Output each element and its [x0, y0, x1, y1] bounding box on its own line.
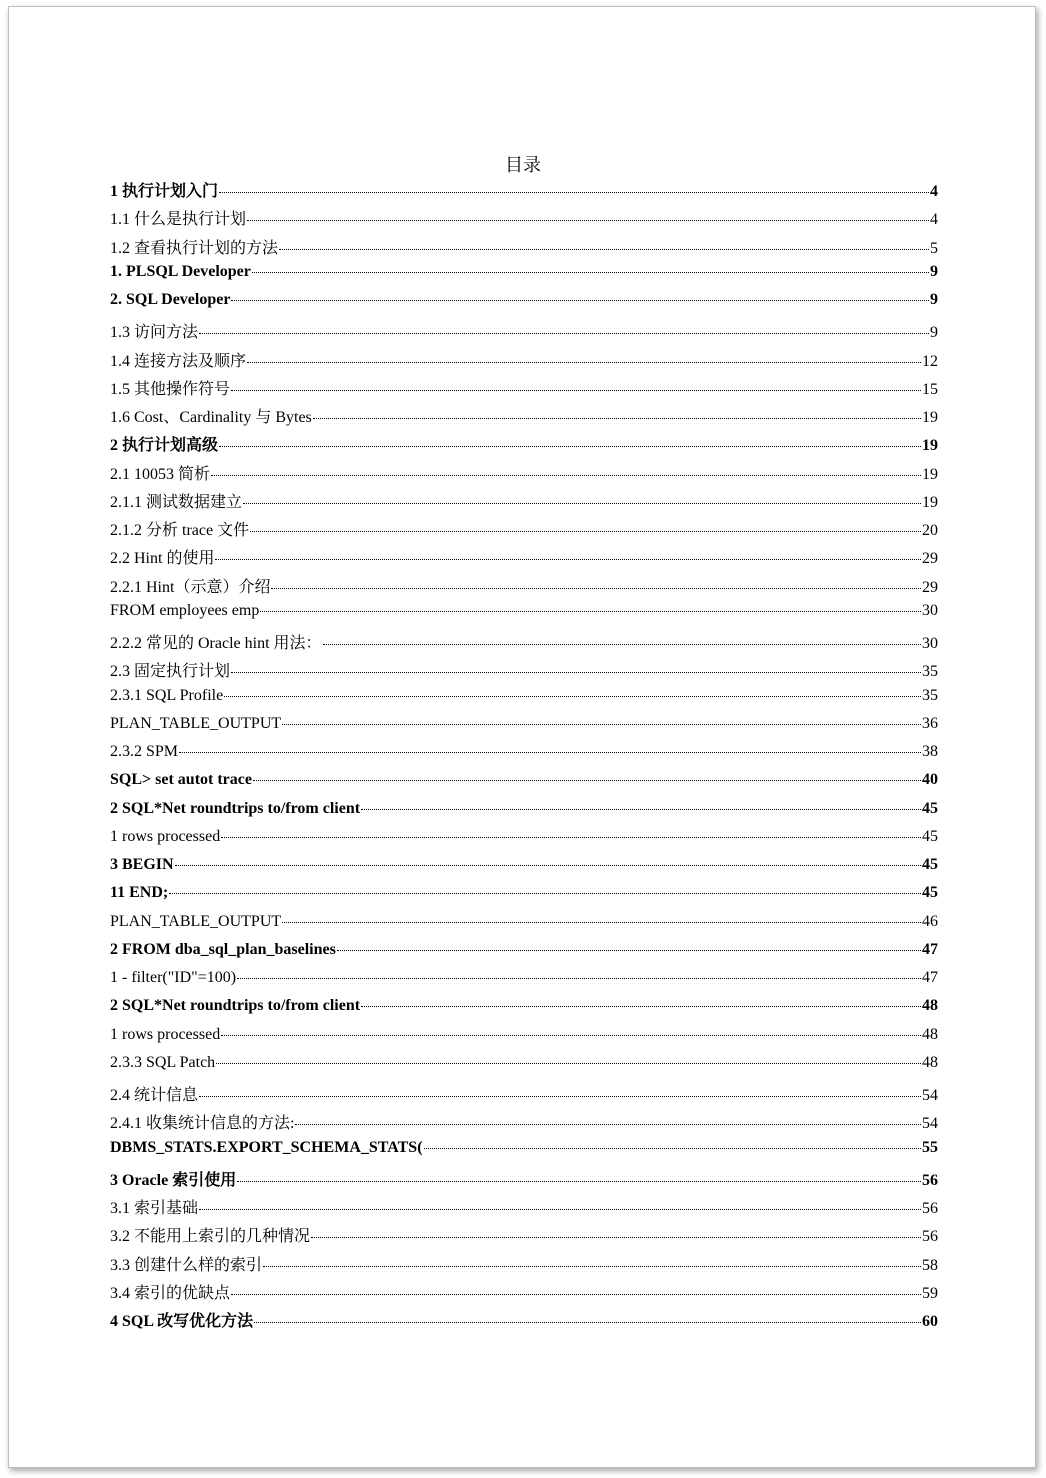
toc-entry[interactable] [110, 1223, 938, 1251]
toc-entry-page-number: 45 [922, 827, 938, 845]
toc-entry[interactable] [110, 432, 938, 460]
toc-entry-page-number: 60 [922, 1313, 938, 1330]
toc-entry[interactable] [110, 913, 938, 941]
toc-entry[interactable] [110, 715, 938, 743]
toc-dot-leader [253, 780, 921, 781]
toc-entry-label: 2 SQL*Net roundtrips to/from client [110, 997, 361, 1015]
toc-dot-leader [199, 333, 929, 334]
toc-dot-leader [237, 978, 921, 979]
toc-entry[interactable] [110, 884, 938, 912]
toc-entry-label: 2.3.1 SQL Profile [110, 686, 224, 704]
toc-entry[interactable] [110, 1280, 938, 1308]
toc-entry-page-number: 59 [922, 1284, 938, 1302]
toc-dot-leader [295, 1124, 921, 1125]
toc-entry-page-number: 48 [922, 997, 938, 1015]
toc-entry[interactable] [110, 856, 938, 884]
toc-dot-leader [237, 1181, 921, 1182]
toc-entry[interactable] [110, 517, 938, 545]
toc-entry[interactable] [110, 404, 938, 432]
toc-entry[interactable] [110, 1054, 938, 1082]
toc-entry[interactable] [110, 941, 938, 969]
toc-dot-leader [250, 531, 921, 532]
toc-entry[interactable] [110, 1167, 938, 1195]
toc-dot-leader [361, 809, 921, 810]
toc-entry-label: 1.1 什么是执行计划 [110, 211, 247, 229]
toc-entry-label: 2.1 10053 简析 [110, 465, 211, 483]
toc-dot-leader [337, 950, 921, 951]
toc-dot-leader [219, 446, 921, 447]
toc-dot-leader [243, 503, 921, 504]
toc-entry-label: 2.2 Hint 的使用 [110, 550, 215, 568]
toc-entry-page-number: 30 [922, 601, 938, 619]
toc-entry-label: 2. SQL Developer [110, 291, 231, 308]
toc-entry[interactable] [110, 206, 938, 234]
toc-entry-page-number: 5 [930, 239, 938, 257]
toc-entry-label: 2.3.2 SPM [110, 743, 179, 760]
toc-entry[interactable] [110, 771, 938, 799]
toc-entry[interactable] [110, 545, 938, 573]
toc-entry-label: 11 END; [110, 884, 169, 902]
toc-dot-leader [313, 418, 921, 419]
toc-entry[interactable] [110, 1252, 938, 1280]
toc-entry[interactable] [110, 658, 938, 686]
toc-entry-page-number: 29 [922, 550, 938, 568]
toc-entry-label: 2.2.1 Hint（示意）介绍 [110, 578, 271, 596]
toc-entry[interactable] [110, 574, 938, 602]
toc-entry-label: 4 SQL 改写优化方法 [110, 1313, 254, 1330]
toc-dot-leader [361, 1006, 921, 1007]
toc-dot-leader [216, 1063, 921, 1064]
toc-dot-leader [211, 475, 921, 476]
toc-entry-page-number: 9 [930, 291, 938, 308]
toc-entry[interactable] [110, 348, 938, 376]
toc-entry-label: 1.3 访问方法 [110, 324, 199, 342]
toc-entry-page-number: 38 [922, 743, 938, 760]
toc-entry-label: 2 执行计划高级 [110, 437, 219, 455]
toc-entry-label: 1.6 Cost、Cardinality 与 Bytes [110, 409, 312, 426]
toc-dot-leader [221, 837, 921, 838]
toc-dot-leader [282, 724, 921, 725]
toc-entry-page-number: 47 [922, 969, 938, 986]
toc-entry-page-number: 56 [922, 1171, 938, 1189]
toc-entry-label: 3.3 创建什么样的索引 [110, 1256, 263, 1274]
document-page [8, 6, 1036, 1468]
toc-entry-label: 1 执行计划入门 [110, 183, 219, 200]
toc-dot-leader [221, 1035, 921, 1036]
toc-entry-page-number: 9 [930, 262, 938, 280]
toc-entry-page-number: 40 [922, 771, 938, 789]
toc-dot-leader [169, 893, 921, 894]
toc-dot-leader [175, 865, 921, 866]
toc-dot-leader [215, 559, 921, 560]
toc-dot-leader [279, 249, 929, 250]
toc-entry-page-number: 48 [922, 1025, 938, 1043]
toc-entry-label: 2.4 统计信息 [110, 1087, 199, 1104]
toc-entry-page-number: 55 [922, 1138, 938, 1156]
toc-entry-label: 3.2 不能用上索引的几种情况 [110, 1228, 311, 1246]
toc-entry-page-number: 4 [930, 211, 938, 229]
toc-entry-page-number: 36 [922, 714, 938, 732]
toc-entry-label: 1.2 查看执行计划的方法 [110, 239, 279, 257]
toc-entry[interactable] [110, 800, 938, 828]
toc-entry-page-number: 19 [922, 437, 938, 455]
toc-entry-page-number: 19 [922, 465, 938, 483]
toc-entry-label: 2.4.1 收集统计信息的方法: [110, 1115, 295, 1133]
toc-entry-page-number: 35 [922, 686, 938, 704]
toc-entry-page-number: 29 [922, 578, 938, 596]
toc-entry[interactable] [110, 743, 938, 771]
toc-entry[interactable] [110, 263, 938, 291]
toc-entry-page-number: 15 [922, 380, 938, 398]
toc-entry-label: 1. PLSQL Developer [110, 262, 251, 280]
toc-entry-page-number: 12 [922, 352, 938, 370]
toc-dot-leader [231, 300, 929, 301]
toc-entry-page-number: 19 [922, 409, 938, 426]
toc-entry[interactable] [110, 291, 938, 319]
toc-title: 目录 [505, 155, 541, 176]
toc-dot-leader [231, 672, 921, 673]
toc-entry[interactable] [110, 1026, 938, 1054]
toc-entry-label: DBMS_STATS.EXPORT_SCHEMA_STATS( [110, 1138, 423, 1156]
toc-dot-leader [247, 220, 929, 221]
toc-entry[interactable] [110, 997, 938, 1025]
toc-entry-page-number: 30 [922, 635, 938, 652]
toc-entry[interactable] [110, 630, 938, 658]
toc-entry-page-number: 56 [922, 1200, 938, 1217]
toc-entry-page-number: 20 [922, 522, 938, 539]
toc-dot-leader [219, 192, 929, 193]
toc-entry-page-number: 54 [922, 1115, 938, 1133]
toc-entry-page-number: 58 [922, 1256, 938, 1274]
toc-entry[interactable] [110, 828, 938, 856]
toc-dot-leader [231, 390, 921, 391]
toc-entry-label: 1 rows processed [110, 827, 221, 845]
toc-entry-label: 1.5 其他操作符号 [110, 380, 231, 398]
toc-entry-page-number: 45 [922, 856, 938, 873]
toc-dot-leader [252, 272, 929, 273]
toc-dot-leader [311, 1237, 921, 1238]
toc-dot-leader [282, 922, 921, 923]
toc-entry-label: 1.4 连接方法及顺序 [110, 352, 247, 370]
toc-entry[interactable] [110, 969, 938, 997]
toc-entry-label: 2 FROM dba_sql_plan_baselines [110, 940, 336, 958]
toc-dot-leader [424, 1148, 921, 1149]
toc-entry[interactable] [110, 235, 938, 263]
toc-entry-page-number: 54 [922, 1087, 938, 1104]
toc-entry-page-number: 9 [930, 324, 938, 342]
toc-dot-leader [271, 588, 921, 589]
toc-entry[interactable] [110, 461, 938, 489]
toc-entry-label: 2.3.3 SQL Patch [110, 1053, 216, 1071]
toc-entry-label: 3 Oracle 索引使用 [110, 1171, 237, 1189]
toc-dot-leader [224, 696, 921, 697]
toc-dot-leader [263, 1266, 921, 1267]
toc-entry-label: 2.1.1 测试数据建立 [110, 493, 243, 511]
toc-entry[interactable] [110, 1139, 938, 1167]
toc-entry[interactable] [110, 602, 938, 630]
toc-entry-page-number: 45 [922, 799, 938, 817]
toc-entry-page-number: 45 [922, 884, 938, 902]
toc-entry-page-number: 47 [922, 940, 938, 958]
toc-entry-label: 3.4 索引的优缺点 [110, 1284, 231, 1302]
toc-entry[interactable] [110, 1110, 938, 1138]
toc-entry-page-number: 35 [922, 663, 938, 681]
toc-entry-label: 2.3 固定执行计划 [110, 663, 231, 681]
toc-entry-label: 2.2.2 常见的 Oracle hint 用法： [110, 635, 322, 652]
toc-entry[interactable] [110, 178, 938, 206]
toc-entry[interactable] [110, 1195, 938, 1223]
toc-entry-label: PLAN_TABLE_OUTPUT [110, 714, 282, 732]
toc-entry[interactable] [110, 1308, 938, 1336]
toc-entry-label: 3 BEGIN [110, 856, 174, 873]
toc-entry-label: FROM employees emp [110, 601, 260, 619]
toc-dot-leader [179, 752, 921, 753]
toc-dot-leader [260, 611, 921, 612]
toc-entry-label: SQL> set autot trace [110, 771, 252, 789]
toc-dot-leader [199, 1209, 921, 1210]
toc-entry[interactable] [110, 489, 938, 517]
toc-entry[interactable] [110, 687, 938, 715]
toc-entry-page-number: 4 [930, 183, 938, 200]
toc-dot-leader [199, 1096, 921, 1097]
toc-dot-leader [247, 362, 921, 363]
toc-dot-leader [254, 1322, 921, 1323]
toc-entry-label: 1 - filter("ID"=100) [110, 969, 237, 986]
toc-entry-label: 1 rows processed [110, 1025, 221, 1043]
toc-entry-label: PLAN_TABLE_OUTPUT [110, 912, 282, 930]
toc-entry[interactable] [110, 376, 938, 404]
toc-entry[interactable] [110, 1082, 938, 1110]
toc-entry-page-number: 48 [922, 1053, 938, 1071]
toc-dot-leader [231, 1294, 921, 1295]
toc-entry-label: 3.1 索引基础 [110, 1200, 199, 1217]
toc-list [110, 178, 938, 1336]
toc-entry-page-number: 19 [922, 493, 938, 511]
toc-entry-page-number: 46 [922, 912, 938, 930]
toc-entry-label: 2 SQL*Net roundtrips to/from client [110, 799, 361, 817]
toc-entry-page-number: 56 [922, 1228, 938, 1246]
toc-entry-label: 2.1.2 分析 trace 文件 [110, 522, 250, 539]
toc-dot-leader [323, 644, 921, 645]
toc-entry[interactable] [110, 319, 938, 347]
